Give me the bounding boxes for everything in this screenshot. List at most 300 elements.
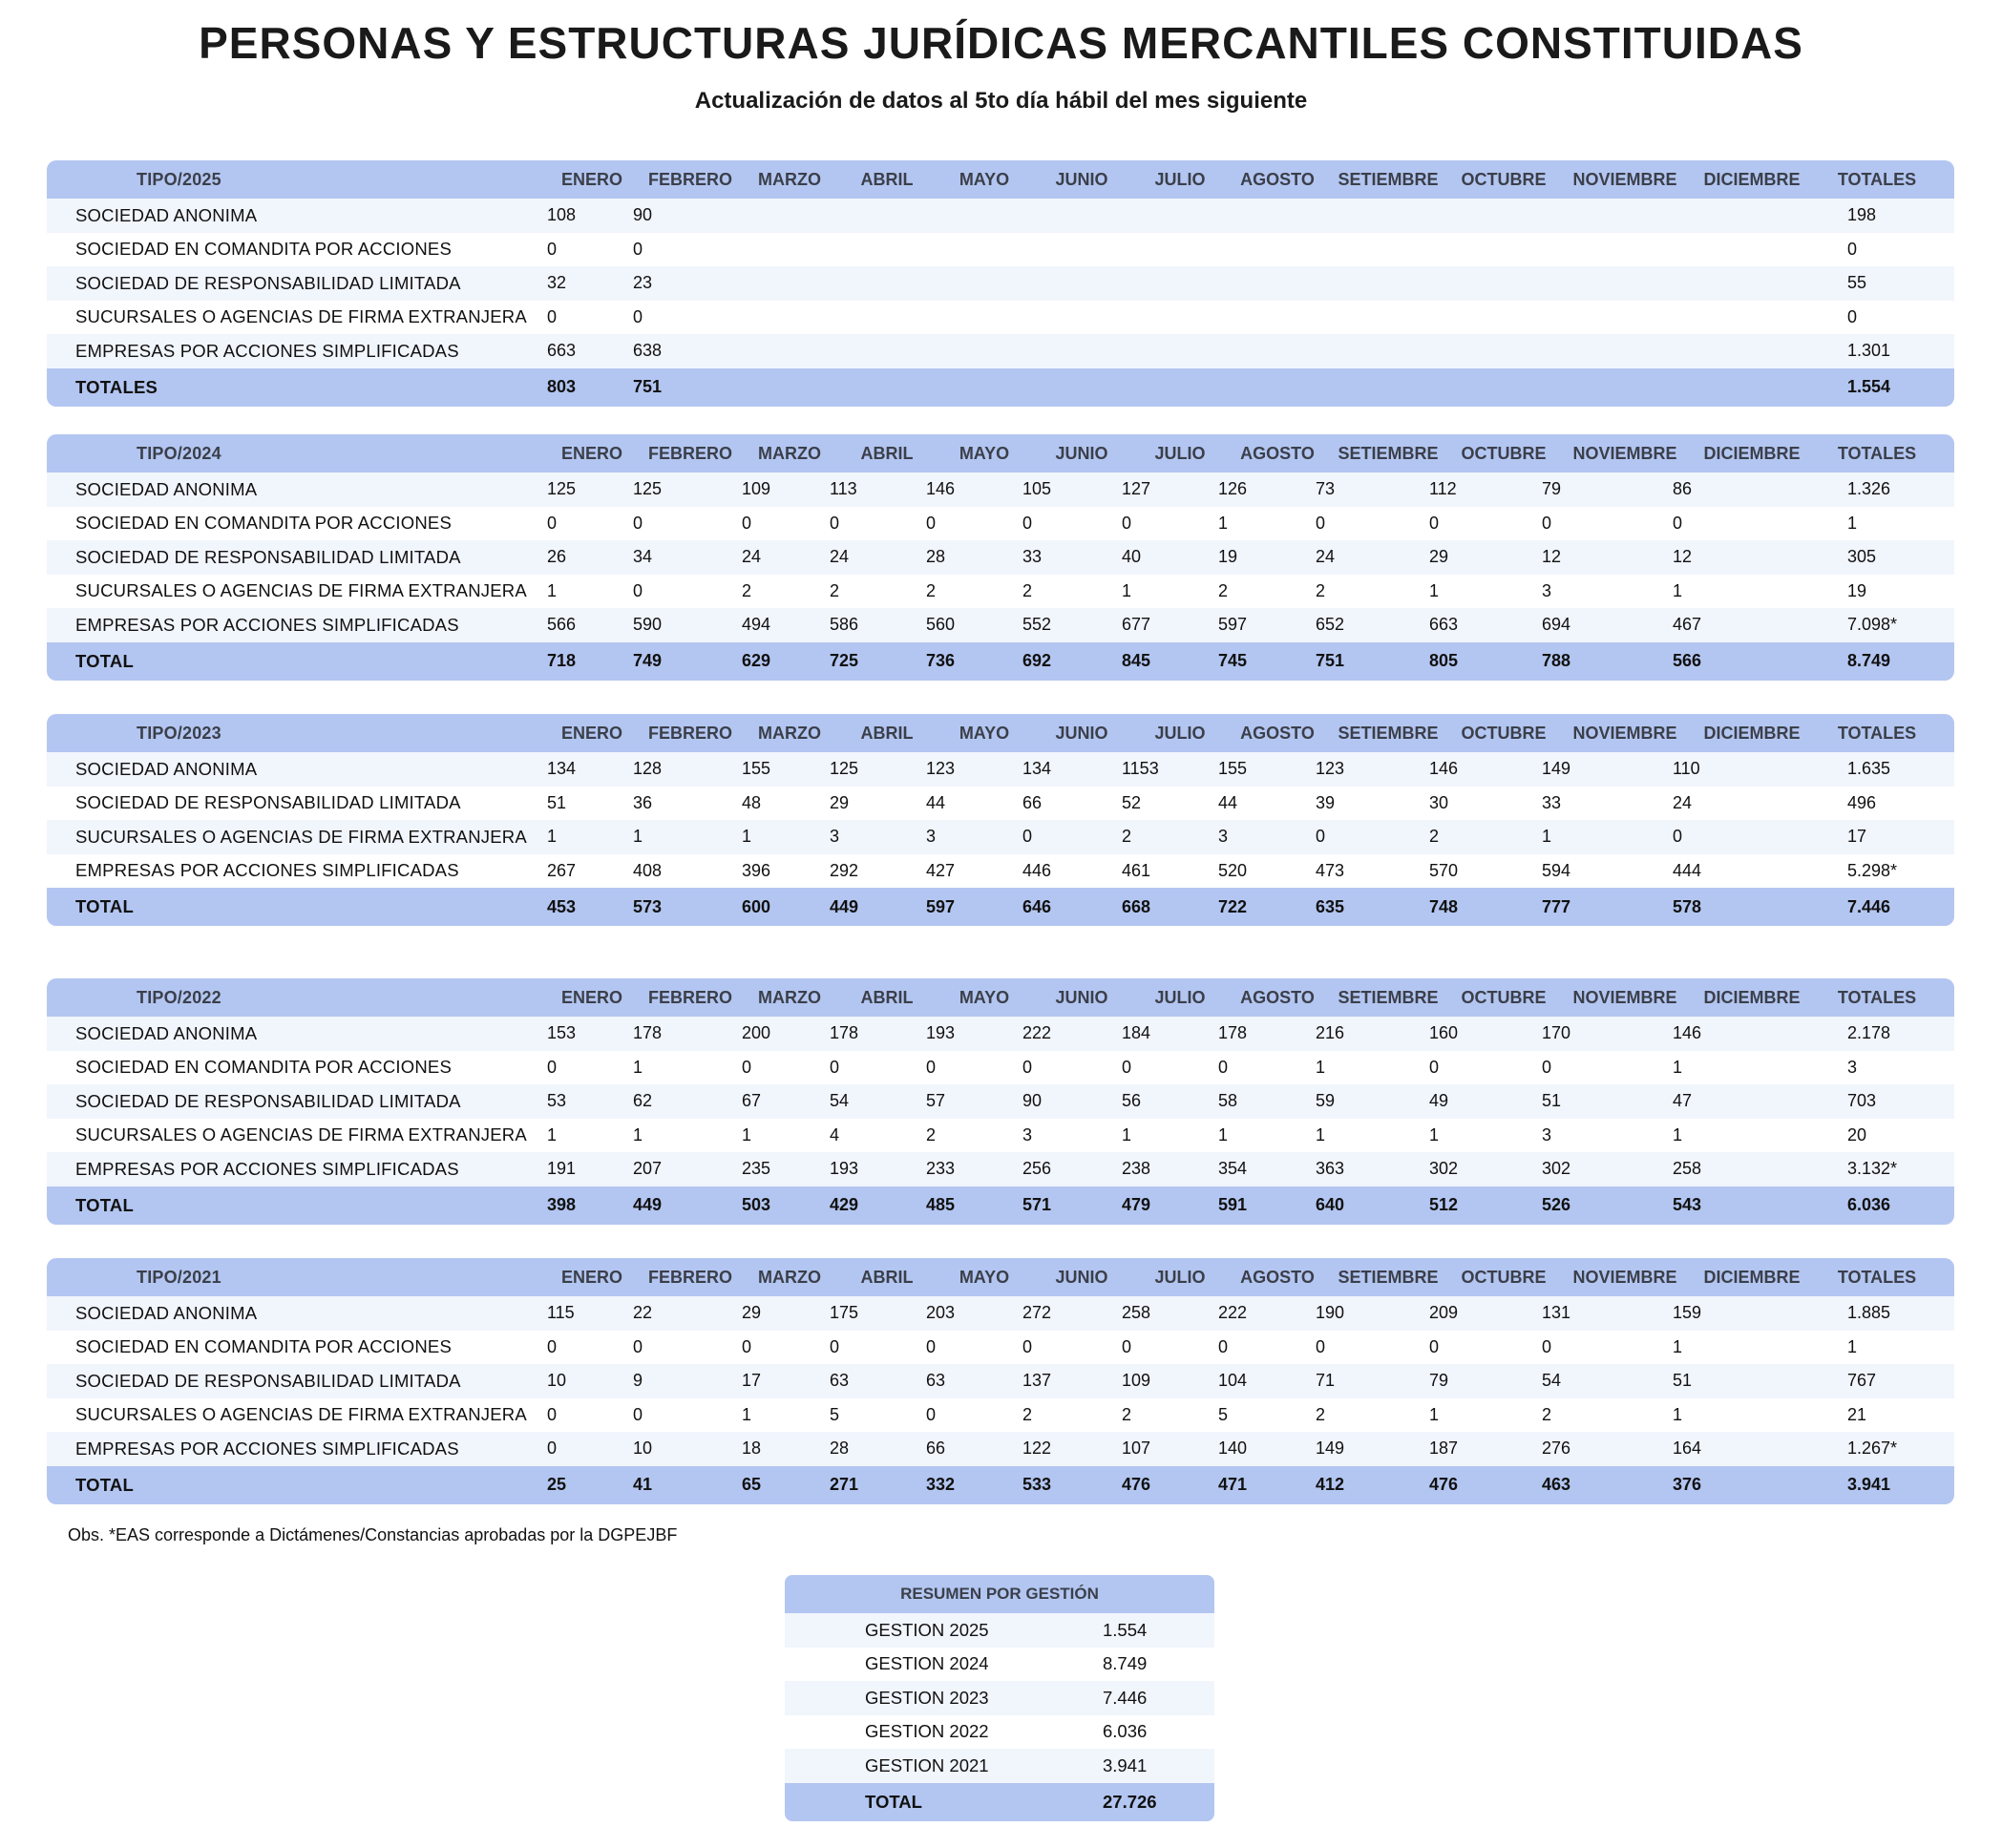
table-cell: 203 [926,1303,956,1323]
table-cell: 107 [1122,1438,1151,1459]
table-cell: 573 [633,896,663,916]
table-cell: 9 [633,1371,643,1391]
table-cell: 51 [1673,1371,1693,1391]
table-cell: 2 [830,580,840,600]
column-header: ENERO [560,169,622,189]
table-cell: 0 [633,513,643,533]
table-cell: 33 [1542,792,1562,812]
table-type-header: TIPO/2021 [137,1267,221,1287]
table-cell: 108 [547,205,577,225]
table-cell: 2 [1316,580,1326,600]
table-cell: 41 [633,1475,653,1494]
table-cell: 54 [830,1091,850,1111]
table-cell: 1 [1122,580,1132,600]
table-cell: 471 [1218,1475,1248,1494]
table-row [47,266,1954,301]
table-cell: 178 [1218,1023,1248,1043]
table-cell: 19 [1218,547,1238,567]
column-header: MAYO [959,987,1010,1007]
table-cell: 10 [633,1438,653,1459]
table-cell: 0 [1429,1336,1440,1356]
table-cell: 496 [1847,792,1877,812]
table-cell: 803 [547,377,577,396]
table-cell: 0 [1122,1336,1132,1356]
table-cell: 146 [926,479,956,499]
table-cell: 0 [547,1336,558,1356]
table-cell: 105 [1022,479,1052,499]
table-cell: 0 [1542,513,1552,533]
table-row [47,334,1954,368]
table-cell: 1153 [1122,759,1159,779]
table-cell: 3 [830,827,840,847]
table-cell: 427 [926,860,956,880]
column-header: DICIEMBRE [1703,987,1801,1007]
table-cell: 1 [1542,827,1552,847]
page-title: PERSONAS Y ESTRUCTURAS JURÍDICAS MERCANTILES CONSTITUIDAS [199,18,1803,68]
column-header: SETIEMBRE [1338,1267,1439,1287]
table-cell: 640 [1316,1195,1345,1214]
table-cell: 110 [1673,759,1700,779]
table-cell: 745 [1218,651,1248,670]
column-header: DICIEMBRE [1703,169,1801,189]
column-header: TOTALES [1837,1267,1917,1287]
table-cell: 90 [1022,1091,1043,1111]
table-cell: 663 [1429,615,1459,635]
table-cell: 30 [1429,792,1449,812]
table-cell: 44 [926,792,946,812]
table-row [47,787,1954,821]
table-cell: 104 [1218,1371,1248,1391]
table-cell: 29 [742,1303,762,1323]
data-table-3 [47,978,1954,1225]
table-row [47,233,1954,267]
table-cell: 5 [830,1404,840,1424]
table-cell: 1 [633,1057,643,1077]
table-cell: 1 [1429,1404,1440,1424]
row-label: EMPRESAS POR ACCIONES SIMPLIFICADAS [75,1438,459,1459]
table-cell: 146 [1429,759,1459,779]
table-cell: 4 [830,1124,840,1144]
row-label: EMPRESAS POR ACCIONES SIMPLIFICADAS [75,860,459,881]
summary-table [785,1575,1214,1821]
table-cell: 40 [1122,547,1142,567]
table-cell: 594 [1542,860,1571,880]
row-label: TOTAL [75,650,134,671]
table-cell: 467 [1673,615,1702,635]
table-cell: 512 [1429,1195,1459,1214]
table-cell: 0 [1022,827,1033,847]
table-cell: 12 [1673,547,1693,567]
column-header: JUNIO [1055,987,1108,1007]
table-cell: 198 [1847,205,1877,225]
table-cell: 476 [1122,1475,1151,1494]
column-header: DICIEMBRE [1703,723,1801,743]
row-label: SUCURSALES O AGENCIAS DE FIRMA EXTRANJERA [75,826,527,847]
column-header: ABRIL [860,169,914,189]
table-cell: 0 [547,1438,558,1459]
table-total-row [47,1466,1954,1504]
table-cell: 24 [1316,547,1336,567]
table-cell: 597 [1218,615,1248,635]
table-cell: 123 [1316,759,1345,779]
data-table-4 [47,1258,1954,1504]
column-header: ENERO [560,1267,622,1287]
table-cell: 1 [547,1124,558,1144]
summary-row [785,1613,1214,1648]
table-cell: 302 [1429,1159,1459,1179]
column-header: TOTALES [1837,443,1917,463]
table-cell: 24 [742,547,762,567]
table-cell: 0 [547,513,558,533]
table-cell: 0 [633,580,643,600]
table-cell: 149 [1316,1438,1345,1459]
table-cell: 0 [1316,827,1326,847]
table-cell: 2 [1122,1404,1132,1424]
column-header: JULIO [1154,987,1206,1007]
table-cell: 59 [1316,1091,1336,1111]
table-header-row [47,978,1954,1017]
table-cell: 26 [547,547,567,567]
table-cell: 566 [1673,651,1702,670]
table-cell: 494 [742,615,771,635]
table-cell: 32 [547,273,567,293]
table-cell: 65 [742,1475,762,1494]
table-cell: 149 [1542,759,1571,779]
table-cell: 18 [742,1438,762,1459]
table-cell: 276 [1542,1438,1571,1459]
column-header: SETIEMBRE [1338,443,1439,463]
summary-label: GESTION 2025 [865,1619,989,1640]
table-cell: 0 [547,1057,558,1077]
table-cell: 164 [1673,1438,1702,1459]
table-cell: 153 [547,1023,577,1043]
table-cell: 479 [1122,1195,1151,1214]
summary-header: RESUMEN POR GESTIÓN [785,1575,1214,1613]
table-cell: 0 [1022,1336,1033,1356]
row-label: EMPRESAS POR ACCIONES SIMPLIFICADAS [75,340,459,361]
table-cell: 552 [1022,615,1052,635]
column-header: ABRIL [860,723,914,743]
table-cell: 1 [742,1404,752,1424]
table-cell: 652 [1316,615,1345,635]
table-cell: 725 [830,651,859,670]
table-cell: 0 [1122,1057,1132,1077]
table-cell: 463 [1542,1475,1571,1494]
table-cell: 127 [1122,479,1151,499]
table-cell: 6.036 [1847,1195,1891,1214]
table-cell: 1 [1673,1124,1683,1144]
summary-value: 3.941 [1103,1754,1148,1775]
table-cell: 258 [1122,1303,1151,1323]
table-row [47,1084,1954,1119]
table-cell: 0 [1022,513,1033,533]
table-cell: 449 [830,896,859,916]
table-cell: 53 [547,1091,567,1111]
table-cell: 67 [742,1091,762,1111]
table-cell: 0 [1673,827,1683,847]
row-label: SOCIEDAD DE RESPONSABILIDAD LIMITADA [75,1090,461,1111]
table-total-row [47,642,1954,681]
table-cell: 222 [1218,1303,1248,1323]
column-header: JUNIO [1055,169,1108,189]
table-cell: 21 [1847,1404,1867,1424]
summary-value: 8.749 [1103,1653,1148,1674]
column-header: JUNIO [1055,443,1108,463]
table-cell: 0 [926,1404,937,1424]
table-cell: 1 [1673,1336,1683,1356]
table-cell: 571 [1022,1195,1052,1214]
table-cell: 1 [1316,1124,1326,1144]
column-header: MAYO [959,723,1010,743]
table-cell: 461 [1122,860,1151,880]
table-cell: 28 [830,1438,850,1459]
table-cell: 20 [1847,1124,1867,1144]
table-cell: 586 [830,615,859,635]
table-cell: 51 [547,792,567,812]
table-cell: 453 [547,896,577,916]
table-cell: 115 [547,1303,575,1323]
table-cell: 718 [547,651,577,670]
column-header: FEBRERO [647,1267,732,1287]
table-cell: 7.446 [1847,896,1891,916]
table-cell: 33 [1022,547,1043,567]
column-header: SETIEMBRE [1338,723,1439,743]
table-cell: 0 [547,306,558,326]
column-header: FEBRERO [647,443,732,463]
column-header: MAYO [959,1267,1010,1287]
table-cell: 0 [633,239,643,259]
table-total-row [47,888,1954,926]
table-cell: 271 [830,1475,859,1494]
column-header: MARZO [758,169,821,189]
table-header-row [47,1258,1954,1296]
table-cell: 2 [1542,1404,1552,1424]
table-cell: 0 [926,1057,937,1077]
table-cell: 805 [1429,651,1459,670]
table-row [47,540,1954,575]
table-cell: 1.326 [1847,479,1891,499]
table-row [47,1051,1954,1085]
table-header-row [47,434,1954,472]
table-cell: 184 [1122,1023,1151,1043]
column-header: JUNIO [1055,1267,1108,1287]
table-cell: 256 [1022,1159,1052,1179]
table-cell: 272 [1022,1303,1052,1323]
column-header: JULIO [1154,443,1206,463]
table-cell: 209 [1429,1303,1459,1323]
table-cell: 0 [926,513,937,533]
table-cell: 0 [1316,1336,1326,1356]
column-header: NOVIEMBRE [1572,987,1677,1007]
table-cell: 0 [830,1057,840,1077]
table-cell: 722 [1218,896,1248,916]
table-cell: 412 [1316,1475,1345,1494]
table-row [47,1296,1954,1331]
column-header: MAYO [959,169,1010,189]
table-cell: 56 [1122,1091,1142,1111]
table-cell: 48 [742,792,762,812]
table-cell: 0 [1673,513,1683,533]
column-header: FEBRERO [647,169,732,189]
table-cell: 146 [1673,1023,1702,1043]
table-cell: 73 [1316,479,1336,499]
table-cell: 19 [1847,580,1867,600]
table-cell: 0 [742,1336,752,1356]
table-cell: 3 [1847,1057,1858,1077]
table-cell: 0 [830,1336,840,1356]
table-cell: 3 [926,827,937,847]
table-cell: 703 [1847,1091,1877,1111]
table-cell: 17 [742,1371,762,1391]
table-cell: 5 [1218,1404,1229,1424]
row-label: SOCIEDAD DE RESPONSABILIDAD LIMITADA [75,272,461,293]
table-cell: 520 [1218,860,1248,880]
summary-row [785,1715,1214,1750]
table-cell: 258 [1673,1159,1702,1179]
table-cell: 24 [1673,792,1693,812]
table-cell: 292 [830,860,859,880]
column-header: ENERO [560,987,622,1007]
table-cell: 597 [926,896,956,916]
column-header: AGOSTO [1240,1267,1315,1287]
table-cell: 140 [1218,1438,1248,1459]
table-cell: 71 [1316,1371,1336,1391]
row-label: SOCIEDAD ANONIMA [75,478,258,499]
table-cell: 233 [926,1159,956,1179]
table-cell: 79 [1542,479,1562,499]
table-cell: 123 [926,759,956,779]
table-cell: 0 [1847,306,1858,326]
table-cell: 109 [742,479,771,499]
table-cell: 178 [633,1023,663,1043]
row-label: SUCURSALES O AGENCIAS DE FIRMA EXTRANJERA [75,580,527,601]
table-cell: 1.554 [1847,377,1891,396]
table-cell: 692 [1022,651,1052,670]
table-type-header: TIPO/2023 [137,723,221,743]
table-cell: 2 [742,580,752,600]
summary-value: 7.446 [1103,1687,1148,1708]
column-header: TOTALES [1837,169,1917,189]
table-cell: 191 [547,1159,577,1179]
summary-total-value: 27.726 [1103,1791,1157,1812]
table-cell: 122 [1022,1438,1052,1459]
table-cell: 2 [1316,1404,1326,1424]
table-type-header: TIPO/2022 [137,987,221,1007]
column-header: OCTUBRE [1461,723,1547,743]
table-cell: 216 [1316,1023,1345,1043]
table-cell: 1 [633,1124,643,1144]
table-row [47,199,1954,233]
column-header: NOVIEMBRE [1572,443,1677,463]
column-header: MARZO [758,987,821,1007]
table-cell: 638 [633,341,663,361]
column-header: AGOSTO [1240,723,1315,743]
table-cell: 668 [1122,896,1151,916]
table-cell: 677 [1122,615,1151,635]
column-header: AGOSTO [1240,987,1315,1007]
row-label: SUCURSALES O AGENCIAS DE FIRMA EXTRANJERA [75,1404,527,1425]
column-header: NOVIEMBRE [1572,169,1677,189]
table-cell: 0 [830,513,840,533]
table-cell: 788 [1542,651,1571,670]
table-cell: 49 [1429,1091,1449,1111]
table-cell: 578 [1673,896,1702,916]
table-cell: 2 [926,1124,937,1144]
table-cell: 2 [1022,580,1033,600]
table-cell: 396 [742,860,771,880]
table-cell: 134 [547,759,577,779]
table-cell: 79 [1429,1371,1449,1391]
table-cell: 0 [1316,513,1326,533]
table-cell: 0 [1218,1336,1229,1356]
table-cell: 1 [1847,513,1858,533]
table-cell: 751 [1316,651,1345,670]
table-cell: 0 [1218,1057,1229,1077]
table-cell: 3.132* [1847,1159,1898,1179]
summary-total-label: TOTAL [865,1791,922,1812]
table-cell: 0 [1542,1336,1552,1356]
table-cell: 155 [742,759,771,779]
table-cell: 2 [1218,580,1229,600]
table-cell: 222 [1022,1023,1052,1043]
column-header: MARZO [758,443,821,463]
summary-rows [785,1613,1214,1783]
column-header: NOVIEMBRE [1572,723,1677,743]
column-header: SETIEMBRE [1338,987,1439,1007]
table-cell: 193 [830,1159,859,1179]
table-cell: 694 [1542,615,1571,635]
table-cell: 0 [547,239,558,259]
table-row [47,752,1954,787]
table-cell: 0 [1847,239,1858,259]
row-label: SOCIEDAD DE RESPONSABILIDAD LIMITADA [75,546,461,567]
table-cell: 12 [1542,547,1562,567]
table-cell: 47 [1673,1091,1693,1111]
column-header: TOTALES [1837,723,1917,743]
column-header: DICIEMBRE [1703,443,1801,463]
column-header: OCTUBRE [1461,987,1547,1007]
table-cell: 476 [1429,1475,1459,1494]
table-cell: 3 [1542,580,1552,600]
row-label: SOCIEDAD EN COMANDITA POR ACCIONES [75,1336,452,1357]
table-type-header: TIPO/2024 [137,443,221,463]
table-cell: 125 [547,479,577,499]
table-row [47,1364,1954,1398]
table-cell: 485 [926,1195,956,1214]
table-cell: 24 [830,547,850,567]
table-cell: 429 [830,1195,859,1214]
table-cell: 663 [547,341,577,361]
table-cell: 305 [1847,547,1877,567]
table-cell: 0 [1429,513,1440,533]
table-cell: 63 [926,1371,946,1391]
table-cell: 1.267* [1847,1438,1898,1459]
table-cell: 175 [830,1303,859,1323]
summary-label: GESTION 2021 [865,1754,989,1775]
table-cell: 590 [633,615,663,635]
table-cell: 543 [1673,1195,1702,1214]
table-cell: 646 [1022,896,1052,916]
table-cell: 748 [1429,896,1459,916]
summary-value: 6.036 [1103,1721,1148,1742]
table-cell: 0 [633,306,643,326]
table-cell: 238 [1122,1159,1151,1179]
table-cell: 473 [1316,860,1345,880]
row-label: SOCIEDAD ANONIMA [75,204,258,225]
column-header: AGOSTO [1240,443,1315,463]
table-cell: 5.298* [1847,860,1898,880]
table-cell: 0 [742,1057,752,1077]
